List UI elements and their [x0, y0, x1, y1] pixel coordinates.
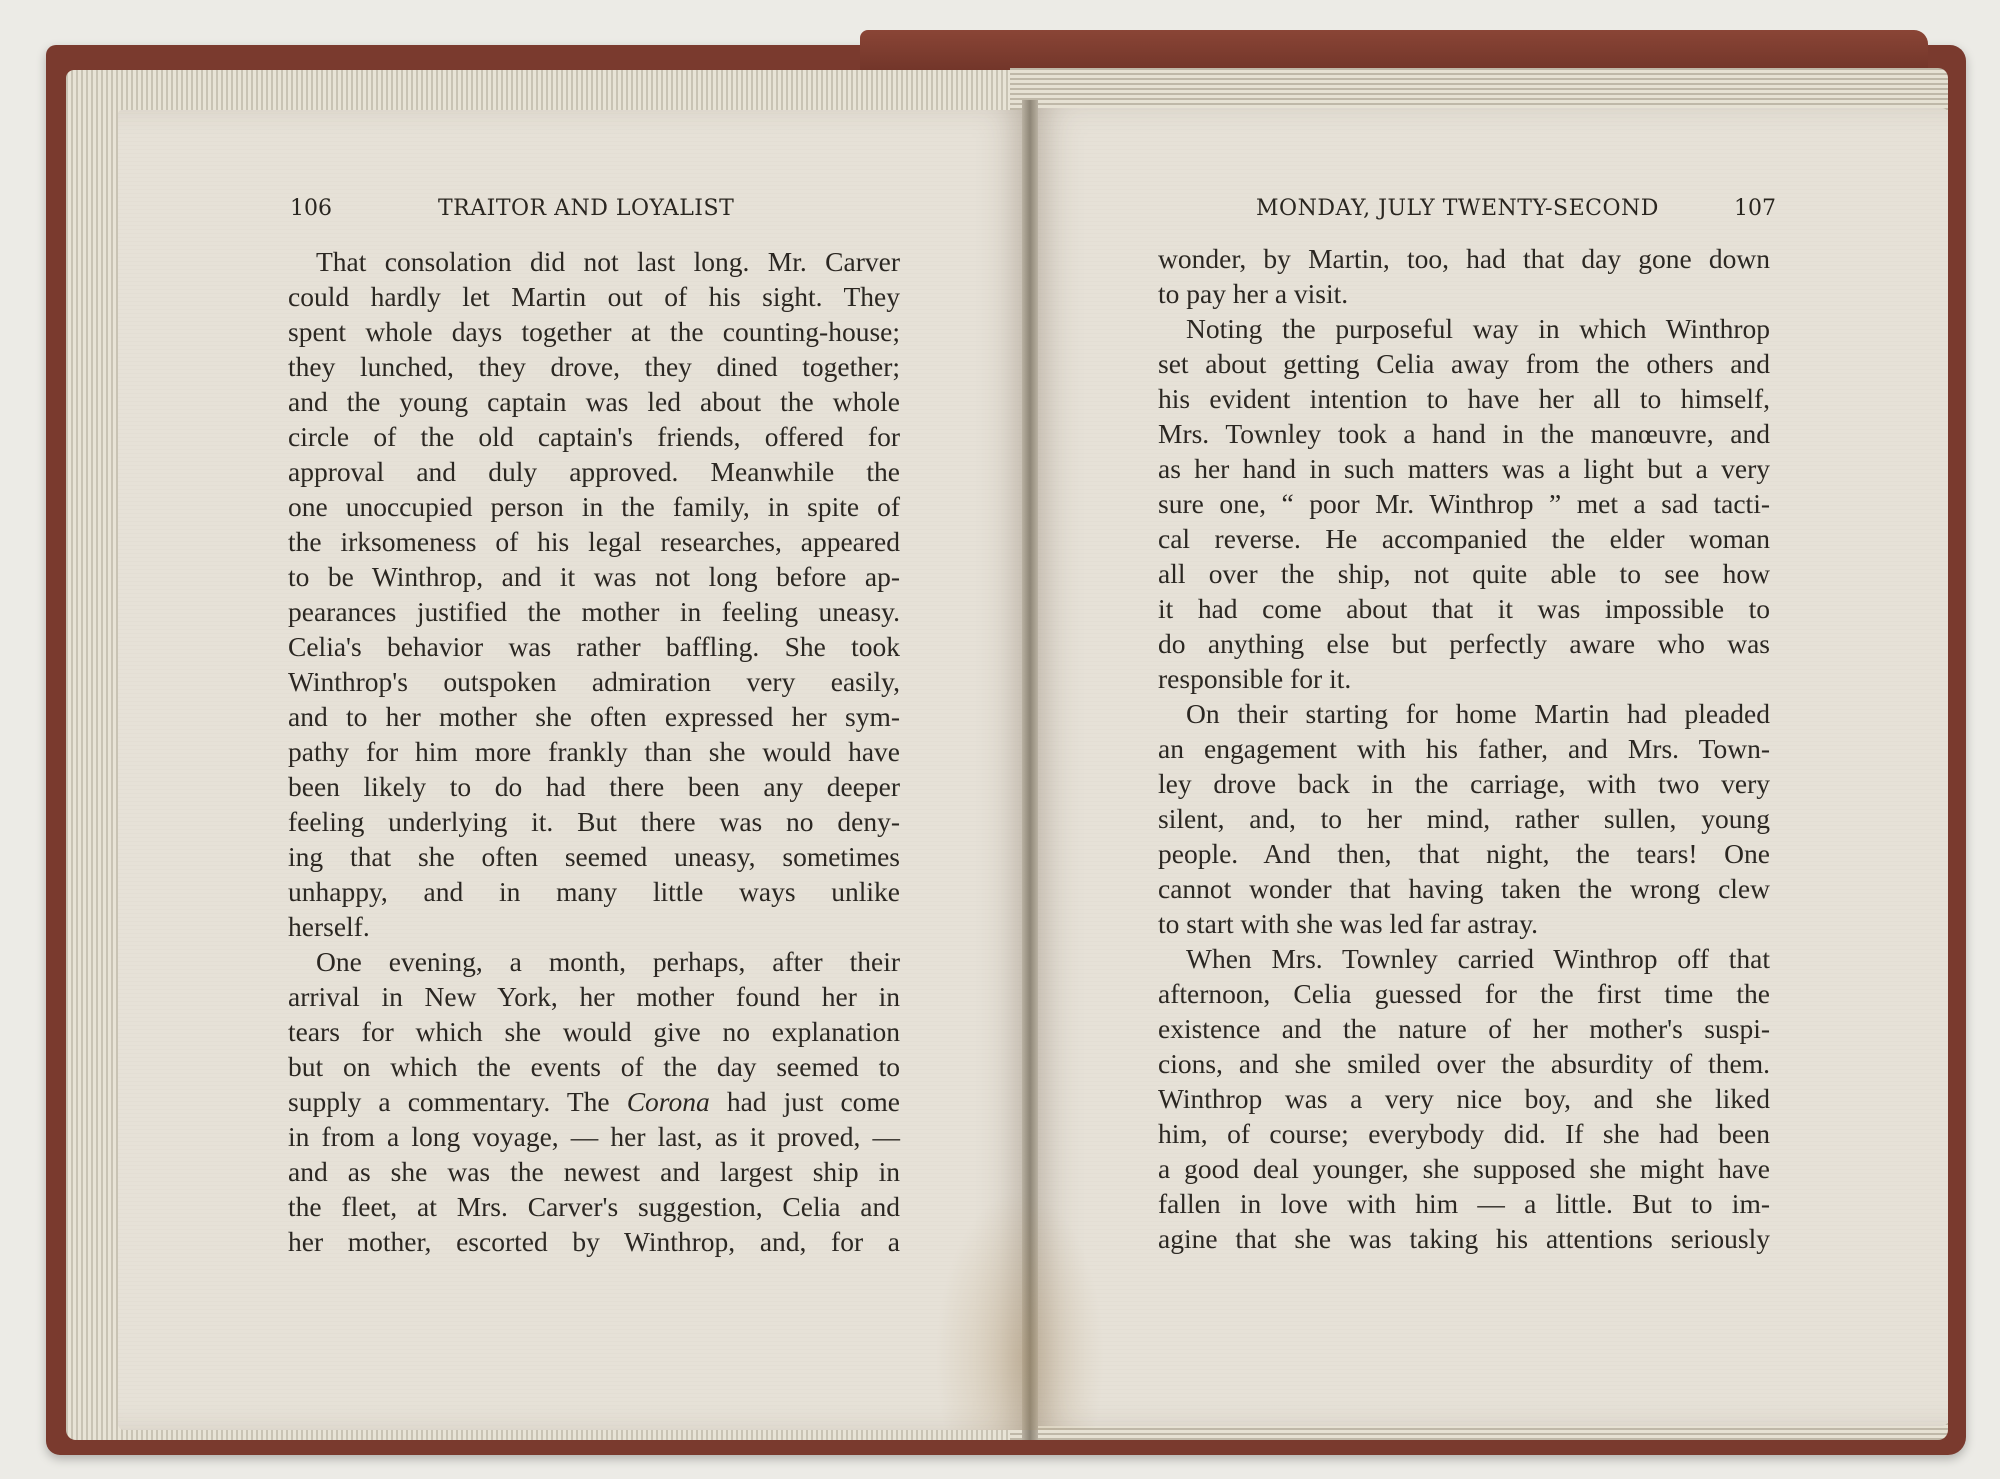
text-line: wonder, by Martin, too, had that day gone down [1158, 243, 1770, 274]
text-line: Mrs. Townley took a hand in the manœuvre, and [1158, 418, 1770, 449]
text-fragment: had just come [709, 1086, 900, 1117]
text-line: herself. [288, 911, 370, 942]
text-line: to pay her a visit. [1158, 278, 1349, 309]
text-line: Winthrop's outspoken admiration very easily, [288, 666, 900, 697]
text-line: unhappy, and in many little ways unlike [288, 876, 900, 907]
text-line: but on which the events of the day seemed to [288, 1051, 900, 1082]
text-line: sure one, “ poor Mr. Winthrop ” met a sad tacti- [1158, 488, 1770, 519]
right-page-body [1158, 241, 1770, 1256]
text-line: been likely to do had there been any deeper [288, 771, 900, 802]
text-line: circle of the old captain's friends, offered for [288, 421, 900, 452]
text-line: her mother, escorted by Winthrop, and, for a [288, 1226, 900, 1257]
text-line: That consolation did not last long. Mr. Carver [316, 246, 900, 277]
text-line: all over the ship, not quite able to see how [1158, 558, 1770, 589]
text-line: approval and duly approved. Meanwhile the [288, 456, 900, 487]
text-line: One evening, a month, perhaps, after their [316, 946, 900, 977]
text-line: agine that she was taking his attentions seriously [1158, 1223, 1770, 1254]
text-line: ing that she often seemed uneasy, sometimes [288, 841, 900, 872]
text-line: do anything else but perfectly aware who was [1158, 628, 1770, 659]
right-running-head: MONDAY, JULY TWENTY-SECOND [1256, 196, 1659, 221]
text-line: existence and the nature of her mother's suspi- [1158, 1013, 1770, 1044]
text-line: cannot wonder that having taken the wrong clew [1158, 873, 1770, 904]
text-line: to be Winthrop, and it was not long before ap- [288, 561, 900, 592]
text-line: the fleet, at Mrs. Carver's suggestion, Celia and [288, 1191, 900, 1222]
text-line: silent, and, to her mind, rather sullen, young [1158, 803, 1770, 834]
text-line: cal reverse. He accompanied the elder woman [1158, 523, 1770, 554]
text-line: responsible for it. [1158, 663, 1352, 694]
text-line: the irksomeness of his legal researches, appeared [288, 526, 900, 557]
text-line: as her hand in such matters was a light but a very [1158, 453, 1770, 484]
text-line: pathy for him more frankly than she would have [288, 736, 900, 767]
text-line: afternoon, Celia guessed for the first time the [1158, 978, 1770, 1009]
text-line: and the young captain was led about the whole [288, 386, 900, 417]
ship-name-italic: Corona [626, 1086, 710, 1117]
text-line: spent whole days together at the counting-house; [288, 316, 900, 347]
text-line: could hardly let Martin out of his sight. They [288, 281, 900, 312]
left-page-body [288, 244, 900, 1259]
text-line: to start with she was led far astray. [1158, 908, 1539, 939]
text-line: Celia's behavior was rather baffling. She took [288, 631, 900, 662]
left-page-number: 106 [290, 196, 332, 221]
text-line: in from a long voyage, — her last, as it proved, — [288, 1121, 900, 1152]
text-line: an engagement with his father, and Mrs. Town- [1158, 733, 1770, 764]
text-line: they lunched, they drove, they dined together; [288, 351, 900, 382]
text-line: it had come about that it was impossible to [1158, 593, 1770, 624]
text-line: a good deal younger, she supposed she might have [1158, 1153, 1770, 1184]
text-line: his evident intention to have her all to himself, [1158, 383, 1770, 414]
text-line: ley drove back in the carriage, with two very [1158, 768, 1770, 799]
text-fragment: supply a commentary. The [288, 1086, 627, 1117]
text-line: Noting the purposeful way in which Winthrop [1186, 313, 1770, 344]
right-page-number: 107 [1734, 196, 1776, 221]
text-line: tears for which she would give no explanation [288, 1016, 900, 1047]
text-line [288, 1084, 900, 1119]
text-line: When Mrs. Townley carried Winthrop off that [1186, 943, 1770, 974]
text-line: and to her mother she often expressed her sym- [288, 701, 900, 732]
text-line: On their starting for home Martin had pleaded [1186, 698, 1770, 729]
text-line: set about getting Celia away from the others and [1158, 348, 1770, 379]
text-line: people. And then, that night, the tears! One [1158, 838, 1770, 869]
water-stain [935, 1190, 1105, 1430]
text-line: arrival in New York, her mother found her in [288, 981, 900, 1012]
text-line: and as she was the newest and largest ship in [288, 1156, 900, 1187]
text-line: feeling underlying it. But there was no deny- [288, 806, 900, 837]
text-line: pearances justified the mother in feeling uneasy. [288, 596, 900, 627]
text-line: one unoccupied person in the family, in spite of [288, 491, 900, 522]
text-line: Winthrop was a very nice boy, and she liked [1158, 1083, 1770, 1114]
text-line: him, of course; everybody did. If she had been [1158, 1118, 1770, 1149]
text-line: fallen in love with him — a little. But to im- [1158, 1188, 1770, 1219]
left-running-head: TRAITOR AND LOYALIST [438, 196, 735, 221]
text-line: cions, and she smiled over the absurdity of them. [1158, 1048, 1770, 1079]
